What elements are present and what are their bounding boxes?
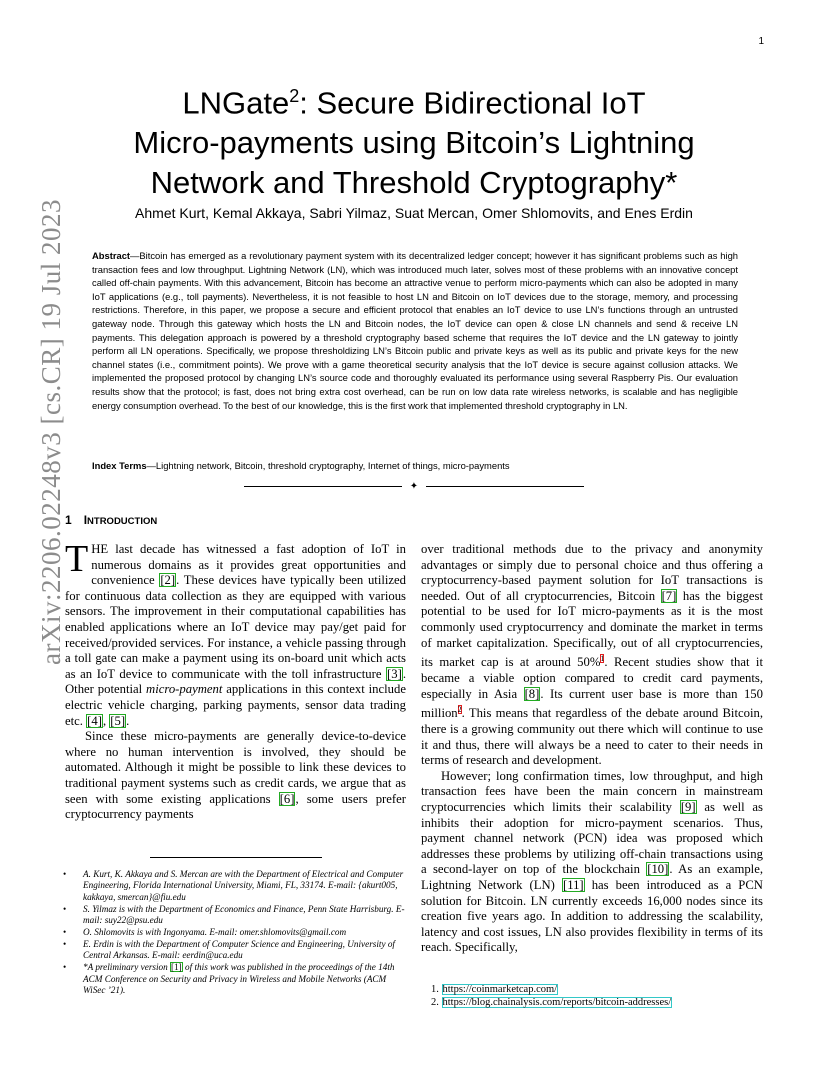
paragraph: [421, 542, 763, 769]
emphasis-text: micro-payment: [146, 682, 223, 697]
right-column: [421, 542, 763, 956]
title-name: LNGate: [182, 85, 290, 121]
url-footnotes: [431, 983, 751, 1009]
separator-line-right: [426, 486, 584, 487]
bullet-icon: •: [63, 869, 67, 879]
footnote-rule: [150, 857, 322, 858]
separator: [244, 479, 584, 493]
section-title-initial: I: [83, 513, 88, 527]
left-column: [65, 538, 406, 823]
author-list: Ahmet Kurt, Kemal Akkaya, Sabri Yilmaz, Suat Mercan, Omer Shlomovits, and Enes Erdin: [135, 205, 693, 221]
url-footnote-number: 2.: [431, 997, 439, 1008]
separator-line-left: [244, 486, 402, 487]
title-line-1: [100, 76, 728, 123]
index-terms-text: —Lightning network, Bitcoin, threshold cryptography, Internet of things, micro-payments: [146, 460, 510, 471]
url-link[interactable]: https://coinmarketcap.com/: [442, 984, 558, 995]
text-run: applications in this context include electric vehicle charging, parking payments, sensor data trading etc.: [65, 682, 406, 728]
text-run: over traditional methods due to the privacy and anonymity advantages or simply due to personal choice and thus offering a cryptocurrency-based payment solution for IoT transactions is needed. Out of all cryptocurrencies, Bitcoin: [421, 542, 763, 603]
footnote-text: E. Erdin is with the Department of Computer Science and Engineering, University of Central Arkansas. E-mail: eerdin@uca.edu: [83, 938, 395, 961]
abstract-label: Abstract: [92, 250, 131, 261]
paragraph: [421, 769, 763, 956]
url-link[interactable]: https://blog.chainalysis.com/reports/bitcoin-addresses/: [442, 997, 672, 1008]
section-number: 1: [65, 513, 72, 527]
citation-link[interactable]: [6]: [279, 791, 295, 806]
footnote-marker[interactable]: 2: [457, 705, 462, 715]
paragraph: [65, 729, 406, 823]
footnote-text: S. Yilmaz is with the Department of Economics and Finance, Penn State Harrisburg. E-mail: suy22@psu.edu: [83, 903, 405, 926]
bullet-icon: •: [63, 962, 67, 973]
page-number: 1: [758, 36, 764, 47]
text-run: . Recent studies show that it became a viable option compared to credit card payments, especially in Asia: [421, 655, 763, 701]
abstract: [92, 249, 738, 412]
citation-link[interactable]: [5]: [110, 713, 126, 728]
section-heading: [65, 513, 157, 527]
bullet-icon: •: [63, 938, 67, 949]
text-run: has the biggest potential to be used for IoT micro-payments as it is the most commonly used cryptocurrency and dominate the market in terms of market capitalization. Specifically, out of all cryptocurrencies, its market cap is at around 50%: [421, 588, 763, 670]
citation-link[interactable]: [8]: [524, 686, 540, 701]
index-terms: [92, 459, 738, 472]
text-run: Since these micro-payments are generally device-to-device where no human intervention is involved, they should be automated. Although it might be possible to link these devices to traditional payment systems such as credit cards, we argue that as seen with some existing applications: [65, 729, 406, 806]
citation-link[interactable]: [11]: [562, 877, 584, 892]
small-caps-text: HE: [91, 542, 109, 556]
url-footnote-item: [431, 983, 751, 996]
footnote-text: O. Shlomovits is with Ingonyama. E-mail: omer.shlomovits@gmail.com: [83, 927, 347, 938]
citation-link[interactable]: [7]: [661, 588, 677, 603]
title-line-3: Network and Threshold Cryptography*: [150, 165, 678, 201]
citation-link[interactable]: [10]: [647, 862, 669, 877]
text-run: , some users prefer cryptocurrency payments: [65, 791, 406, 822]
paper-title: [100, 76, 728, 203]
separator-diamond-icon: ✦: [409, 480, 419, 492]
title-line-2: Micro-payments using Bitcoin’s Lightning: [133, 125, 695, 161]
index-terms-label: Index Terms: [92, 460, 147, 471]
footnote-text: *A preliminary version: [83, 962, 171, 973]
text-run: . As an example, Lightning Network (LN): [421, 862, 763, 892]
footnote-item: [63, 904, 407, 927]
citation-link[interactable]: [3]: [387, 666, 402, 681]
footnote-text: A. Kurt, K. Akkaya and S. Mercan are with the Department of Electrical and Computer Engineering, Florida International University, Miami, FL, 33174. E-mail: {akurt005, kakkaya, smercan}@fiu.edu: [83, 869, 404, 902]
url-footnote-number: 1.: [431, 984, 439, 995]
citation-link[interactable]: [9]: [680, 799, 696, 814]
paragraph: [65, 538, 406, 729]
footnote-item: [63, 927, 407, 938]
title-line-1-rest: : Secure Bidirectional IoT: [299, 85, 646, 121]
footnote-marker[interactable]: 1: [600, 654, 605, 664]
text-run: . These devices have typically been utilized for continuous data collection as they are equipped with various sensors. The improvement in their computational capabilities has enabled applications where an IoT device may pay/get paid for received/provided services. For instance, a vehicle passing through a toll gate can make a payment using its on-board unit which acts as an IoT device to communicate with the toll infrastructure: [65, 573, 406, 681]
text-run: has been introduced as a PCN solution for Bitcoin. LN currently exceeds 16,000 nodes since its creation five years ago. In addition to addressing the scalability, latency and cost issues, LN also provides flexibility in terms of its reach. Specifically,: [421, 877, 763, 955]
text-run: However; long confirmation times, low throughput, and high transaction fees have been the main concern in mainstream cryptocurrencies which limits their scalability: [421, 768, 763, 814]
citation-link[interactable]: [4]: [87, 713, 102, 728]
title-superscript: 2: [289, 86, 300, 106]
abstract-text: —Bitcoin has emerged as a revolutionary payment system with its decentralized ledger concept; however it has significant problems such as high transaction fees and low throughput. Lightning Network (LN), which was introduced much later, solves most of these problems with an innovative concept called off-chain payments. With this advancement, Bitcoin has become an attractive venue to perform micro-payments which can also be adopted in many IoT applications (e.g., toll payments). Nevertheless, it is not feasible to host LN and Bitcoin on IoT devices due to the storage, memory, and processing restrictions. Therefore, in this paper, we propose a secure and efficient protocol that enables an IoT device to use LN’s functions through an untrusted gateway node. Through this gateway which hosts the LN and Bitcoin nodes, the IoT device can open & close LN channels and send & receive LN payments. This delegation approach is powered by a threshold cryptography based scheme that requires the IoT device and the LN gateway to jointly perform all LN operations. Specifically, we propose thresholdizing LN’s Bitcoin public and private keys as well as its public and private keys for the new channel states (i.e., commitment points). We prove with a game theoretical security analysis that the IoT device is secure against collusion attacks. We implemented the proposed protocol by changing LN’s source code and thoroughly evaluated its performance using several Raspberry Pis. Our evaluation results show that the protocol; is fast, does not bring extra cost overhead, can be run on low data rate wireless networks, is scalable and has negligible energy consumption overhead. To the best of our knowledge, this is the first work that implemented threshold cryptography in LN.: [92, 250, 738, 411]
text-run: as well as inhibits their adoption for micro-payment scenarios. Thus, payment channel network (PCN) idea was proposed which addresses these problems by utilizing off-chain transactions using a second-layer on top of the blockchain: [421, 799, 763, 877]
url-footnote-item: [431, 996, 751, 1009]
bullet-icon: •: [63, 903, 67, 914]
citation-link[interactable]: [1]: [171, 962, 182, 973]
text-run: . This means that regardless of the debate around Bitcoin, there is a growing community out there which will continue to use it and thus, there will always be a need to cater to their needs in terms of research and development.: [421, 706, 763, 768]
arxiv-identifier: arXiv:2206.02248v3 [cs.CR] 19 Jul 2023: [36, 199, 66, 665]
footnote-text: of this work was published in the proceedings of the 14th ACM Conference on Security and Privacy in Wireless and Mobile Networks (ACM WiSec ’21).: [83, 962, 395, 996]
bullet-icon: •: [63, 927, 67, 938]
footnote-item: [63, 869, 407, 903]
text-run: last decade has witnessed a fast adoption of IoT in numerous domains as it provides great opportunities and convenience: [91, 542, 406, 588]
footnote-item: [63, 939, 407, 962]
text-run: .: [126, 713, 130, 728]
drop-cap: T: [65, 538, 89, 580]
footnote-item: [63, 962, 407, 996]
affiliation-footnotes: [63, 869, 407, 997]
section-title-rest: NTRODUCTION: [87, 516, 158, 527]
text-run: . Its current user base is more than 150 million: [421, 686, 763, 721]
citation-link[interactable]: [2]: [160, 573, 176, 588]
text-run: . Other potential: [65, 666, 406, 697]
text-run: ,: [102, 713, 110, 728]
